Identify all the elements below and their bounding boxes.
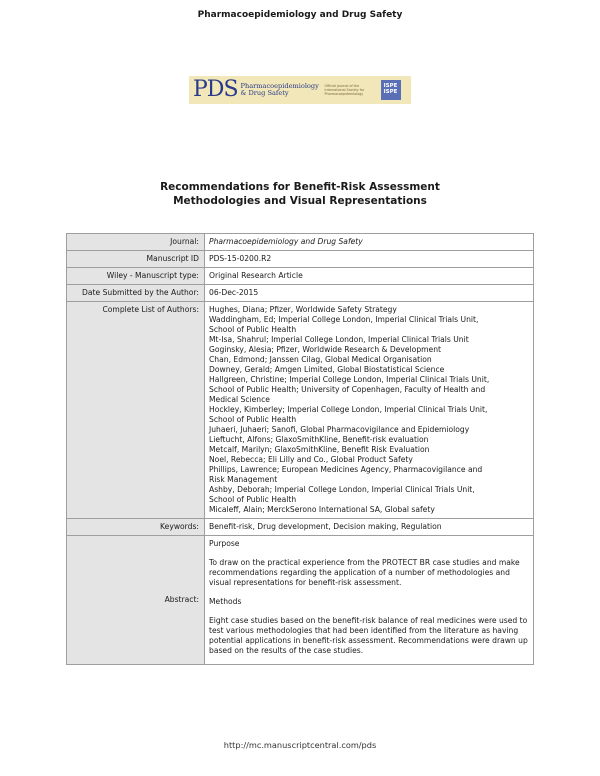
author-line: Ashby, Deborah; Imperial College London, Imperial Clinical Trials Unit,	[209, 485, 475, 494]
abstract-label: Abstract:	[67, 536, 205, 664]
authors-list	[205, 302, 533, 518]
author-line: School of Public Health; University of Copenhagen, Faculty of Health and	[209, 385, 486, 394]
paper-title: Recommendations for Benefit-Risk Assessment Methodologies and Visual Representations	[160, 181, 440, 207]
abstract-body	[205, 536, 533, 664]
author-line: Noel, Rebecca; Eli Lilly and Co., Global Product Safety	[209, 455, 413, 464]
row-journal	[67, 234, 533, 250]
journal-value: Pharmacoepidemiology and Drug Safety	[205, 234, 533, 250]
journal-logo	[189, 76, 411, 104]
logo-official-text: Official Journal of the International Society for Pharmacoepidemiology	[324, 83, 365, 97]
author-line: Hockley, Kimberley; Imperial College London, Imperial Clinical Trials Unit,	[209, 405, 488, 414]
ispe-badge-icon: ISPE ISPE	[381, 80, 401, 100]
date-submitted-label: Date Submitted by the Author:	[67, 285, 205, 301]
author-line: Hughes, Diana; Pfizer, Worldwide Safety Strategy	[209, 305, 397, 314]
author-line: Mt-Isa, Shahrul; Imperial College London, Imperial Clinical Trials Unit	[209, 335, 469, 344]
row-date-submitted	[67, 284, 533, 301]
author-line: Chan, Edmond; Janssen Cilag, Global Medical Organisation	[209, 355, 432, 364]
logo-abbrev: PDS	[193, 77, 238, 102]
keywords-value: Benefit-risk, Drug development, Decision making, Regulation	[205, 519, 533, 535]
author-line: Waddingham, Ed; Imperial College London, Imperial Clinical Trials Unit,	[209, 315, 479, 324]
abstract-purpose-heading: Purpose	[209, 539, 240, 548]
abstract-purpose-text: To draw on the practical experience from the PROTECT BR case studies and make recommendations regarding the application of a number of methodologies and visual representations for benefit-risk assessment.	[209, 558, 520, 587]
row-manuscript-type	[67, 267, 533, 284]
logo-journal-name: Pharmacoepidemiology & Drug Safety	[240, 81, 319, 97]
manuscript-type-value: Original Research Article	[205, 268, 533, 284]
date-submitted-value: 06-Dec-2015	[205, 285, 533, 301]
manuscript-details-table	[66, 233, 534, 665]
author-line: Goginsky, Alesia; Pfizer, Worldwide Research & Development	[209, 345, 442, 354]
author-line: Micaleff, Alain; MerckSerono International SA, Global safety	[209, 505, 435, 514]
author-line: Hallgreen, Christine; Imperial College London, Imperial Clinical Trials Unit,	[209, 375, 490, 384]
footer-url[interactable]: http://mc.manuscriptcentral.com/pds	[223, 740, 377, 750]
keywords-label: Keywords:	[67, 519, 205, 535]
author-line: Phillips, Lawrence; European Medicines Agency, Pharmacovigilance and	[209, 465, 483, 474]
row-abstract	[67, 535, 533, 664]
journal-label: Journal:	[67, 234, 205, 250]
row-keywords	[67, 518, 533, 535]
journal-header: Pharmacoepidemiology and Drug Safety	[197, 10, 403, 20]
author-line: Medical Science	[209, 395, 270, 404]
author-line: Risk Management	[209, 475, 278, 484]
author-line: School of Public Health	[209, 495, 297, 504]
author-line: School of Public Health	[209, 415, 297, 424]
author-line: Downey, Gerald; Amgen Limited, Global Biostatistical Science	[209, 365, 445, 374]
manuscript-id-value: PDS-15-0200.R2	[205, 251, 533, 267]
manuscript-id-label: Manuscript ID	[67, 251, 205, 267]
author-line: Juhaeri, Juhaeri; Sanofi, Global Pharmacovigilance and Epidemiology	[209, 425, 470, 434]
row-authors	[67, 301, 533, 518]
author-line: Lieftucht, Alfons; GlaxoSmithKline, Benefit-risk evaluation	[209, 435, 429, 444]
abstract-methods-heading: Methods	[209, 597, 242, 606]
row-manuscript-id	[67, 250, 533, 267]
abstract-methods-text: Eight case studies based on the benefit-risk balance of real medicines were used to test various methodologies that had been identified from the literature as having potential applications in benefit-risk assessment. Recommendations were drawn up based on the results of the case studies.	[209, 616, 528, 655]
author-line: Metcalf, Marilyn; GlaxoSmithKline, Benefit Risk Evaluation	[209, 445, 430, 454]
author-line: School of Public Health	[209, 325, 297, 334]
authors-label: Complete List of Authors:	[67, 302, 205, 518]
manuscript-type-label: Wiley - Manuscript type:	[67, 268, 205, 284]
